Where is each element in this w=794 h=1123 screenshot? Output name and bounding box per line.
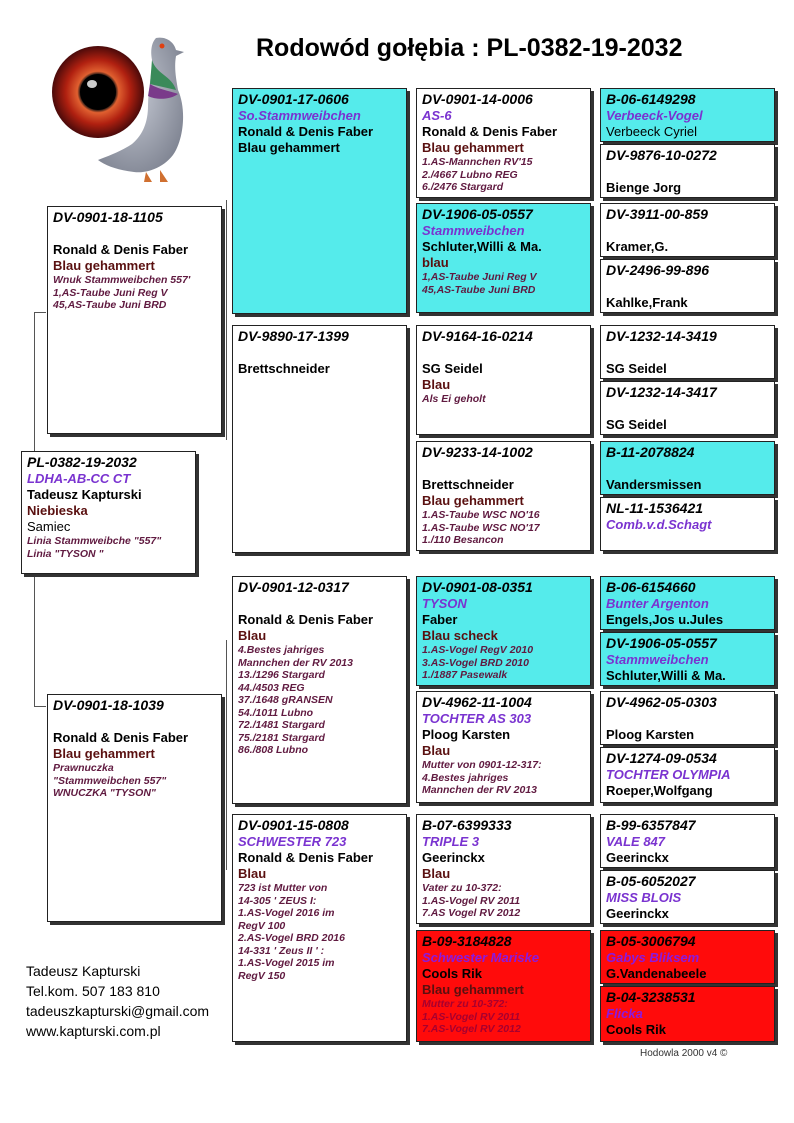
ggp-mff-box <box>416 576 591 686</box>
gggp-owner: Roeper,Wolfgang <box>606 783 713 798</box>
ggp-owner: Faber <box>422 612 458 627</box>
bracket-line <box>226 640 227 870</box>
gggp-box <box>600 441 775 495</box>
ggp-color: blau <box>422 255 449 270</box>
gggp-ring: DV-1232-14-3417 <box>606 384 717 400</box>
ggp-owner: SG Seidel <box>422 361 483 376</box>
mother-color: Blau gehammert <box>53 746 155 761</box>
father-note: 45,AS-Taube Juni BRD <box>53 299 167 311</box>
gggp-owner: Cools Rik <box>606 1022 666 1037</box>
ggp-note: Mutter zu 10-372: <box>422 998 508 1010</box>
grandparent-note: 2.AS-Vogel BRD 2016 <box>238 932 345 944</box>
ggp-name: Schwester Mariske <box>422 950 540 965</box>
subject-owner: Tadeusz Kapturski <box>27 487 142 502</box>
ggp-mmm-box <box>416 930 591 1042</box>
mother-box <box>47 694 222 922</box>
ggp-owner: Schluter,Willi & Ma. <box>422 239 542 254</box>
gggp-box <box>600 691 775 745</box>
grandparent-note: Mannchen der RV 2013 <box>238 656 353 669</box>
gggp-box <box>600 497 775 551</box>
ggp-ring: DV-1906-05-0557 <box>422 206 533 222</box>
grandparent-owner: Brettschneider <box>238 361 330 376</box>
gggp-name: Flicka <box>606 1006 643 1021</box>
page-title: Rodowód gołębia : PL-0382-19-2032 <box>256 34 683 62</box>
grandparent-ring: DV-0901-15-0808 <box>238 817 349 833</box>
grandparent-ring: DV-0901-12-0317 <box>238 579 349 595</box>
subject-box <box>21 451 196 574</box>
ggp-color: Blau gehammert <box>422 140 524 155</box>
gggp-ring: NL-11-1536421 <box>606 500 704 516</box>
bracket-line <box>34 312 46 313</box>
mother-note: WNUCZKA "TYSON" <box>53 787 156 799</box>
gggp-box <box>600 747 775 803</box>
grandparent-note: 72./1481 Stargard <box>238 719 325 731</box>
gggp-ring: B-06-6154660 <box>606 579 696 595</box>
ggp-name: TOCHTER AS 303 <box>422 711 532 726</box>
gggp-name: Stammweibchen <box>606 652 709 667</box>
gggp-name: Verbeeck-Vogel <box>606 108 703 123</box>
gggp-ring: B-11-2078824 <box>606 444 695 460</box>
mother-ring: DV-0901-18-1039 <box>53 697 164 713</box>
bracket-line <box>34 706 46 707</box>
gggp-box <box>600 576 775 630</box>
gggp-owner: SG Seidel <box>606 361 667 376</box>
ggp-note: 1.AS-Taube WSC NO'16 <box>422 509 540 521</box>
ggp-color: Blau <box>422 866 451 881</box>
grandparent-ring: DV-9890-17-1399 <box>238 328 349 344</box>
gggp-ring: DV-3911-00-859 <box>606 206 708 222</box>
gggp-name: Comb.v.d.Schagt <box>606 517 712 532</box>
ggp-fff-box <box>416 88 591 198</box>
gggp-owner: Schluter,Willi & Ma. <box>606 668 726 683</box>
ggp-color: Blau gehammert <box>422 982 524 997</box>
ggp-note: 1./110 Besancon <box>422 534 504 546</box>
ggp-ring: DV-0901-14-0006 <box>422 91 533 107</box>
gggp-box <box>600 203 775 257</box>
pigeon-with-eye-icon <box>48 34 198 186</box>
gggp-box <box>600 325 775 379</box>
gggp-owner: Ploog Karsten <box>606 727 695 742</box>
gggp-owner: Verbeeck Cyriel <box>606 124 698 139</box>
subject-name: LDHA-AB-CC CT <box>27 471 131 486</box>
ggp-name: Stammweibchen <box>422 223 525 238</box>
grandparent-mf-box <box>232 576 407 804</box>
ggp-note: 1.AS-Taube WSC NO'17 <box>422 521 540 534</box>
ggp-color: Blau <box>422 377 451 392</box>
ggp-note: 7.AS Vogel RV 2012 <box>422 907 521 919</box>
ggp-name: TYSON <box>422 596 467 611</box>
gggp-box <box>600 144 775 198</box>
gggp-owner: Engels,Jos u.Jules <box>606 612 724 627</box>
ggp-note: Vater zu 10-372: <box>422 882 502 894</box>
ggp-note: 2./4667 Lubno REG <box>422 168 518 181</box>
ggp-ring: B-07-6399333 <box>422 817 512 833</box>
ggp-fmf-box <box>416 325 591 435</box>
grandparent-note: 1.AS-Vogel 2016 im <box>238 907 335 919</box>
ggp-ffm-box <box>416 203 591 313</box>
ggp-note: 1.AS-Vogel RV 2011 <box>422 1010 521 1023</box>
gggp-ring: DV-4962-05-0303 <box>606 694 717 710</box>
gggp-box <box>600 930 775 984</box>
ggp-note: 1.AS-Vogel RegV 2010 <box>422 644 534 656</box>
software-credit: Hodowla 2000 v4 © <box>640 1048 728 1059</box>
ggp-note: Mutter von 0901-12-317: <box>422 759 542 771</box>
ggp-note: 1.AS-Vogel RV 2011 <box>422 894 521 907</box>
ggp-color: Blau scheck <box>422 628 498 643</box>
gggp-owner: Geerinckx <box>606 906 669 921</box>
ggp-note: 1.AS-Mannchen RV'15 <box>422 156 533 168</box>
ggp-owner: Brettschneider <box>422 477 514 492</box>
gggp-owner: Kramer,G. <box>606 239 669 254</box>
father-owner: Ronald & Denis Faber <box>53 242 189 257</box>
gggp-name: VALE 847 <box>606 834 666 849</box>
gggp-ring: DV-9876-10-0272 <box>606 147 717 163</box>
gggp-owner: Vandersmissen <box>606 477 702 492</box>
grandparent-owner: Ronald & Denis Faber <box>238 124 374 139</box>
mother-note: "Stammweibchen 557" <box>53 774 167 787</box>
bracket-line <box>226 200 227 440</box>
subject-note: Linia Stammweibche "557" <box>27 535 162 547</box>
breeder-phone: Tel.kom. 507 183 810 <box>26 983 160 999</box>
gggp-name: Bunter Argenton <box>606 596 709 611</box>
gggp-owner: SG Seidel <box>606 417 667 432</box>
ggp-fmm-box <box>416 441 591 551</box>
gggp-ring: DV-1906-05-0557 <box>606 635 717 651</box>
ggp-mfm-box <box>416 691 591 803</box>
gggp-name: TOCHTER OLYMPIA <box>606 767 731 782</box>
ggp-ring: DV-9233-14-1002 <box>422 444 533 460</box>
grandparent-note: RegV 100 <box>238 919 286 932</box>
grandparent-note: 14-305 ' ZEUS I: <box>238 894 317 907</box>
subject-color: Niebieska <box>27 503 88 518</box>
ggp-mmf-box <box>416 814 591 924</box>
grandparent-note: 75./2181 Stargard <box>238 731 325 744</box>
grandparent-owner: Ronald & Denis Faber <box>238 850 374 865</box>
breeder-email[interactable]: tadeuszkapturski@gmail.com <box>26 1003 210 1019</box>
grandparent-color: Blau gehammert <box>238 140 340 155</box>
ggp-ring: DV-0901-08-0351 <box>422 579 533 595</box>
gggp-box <box>600 88 775 142</box>
grandparent-name: So.Stammweibchen <box>238 108 361 123</box>
ggp-note: 4.Bestes jahriges <box>422 771 509 784</box>
gggp-ring: B-06-6149298 <box>606 91 696 107</box>
gggp-box <box>600 259 775 313</box>
gggp-ring: DV-1232-14-3419 <box>606 328 717 344</box>
ggp-ring: DV-9164-16-0214 <box>422 328 533 344</box>
gggp-ring: B-99-6357847 <box>606 817 696 833</box>
grandparent-owner: Ronald & Denis Faber <box>238 612 374 627</box>
grandparent-note: 723 ist Mutter von <box>238 882 328 894</box>
mother-owner: Ronald & Denis Faber <box>53 730 189 745</box>
subject-note: Linia "TYSON " <box>27 547 104 560</box>
ggp-name: AS-6 <box>422 108 452 123</box>
gggp-box <box>600 381 775 435</box>
gggp-ring: B-05-3006794 <box>606 933 696 949</box>
grandparent-note: 44./4503 REG <box>238 681 305 694</box>
ggp-owner: Ploog Karsten <box>422 727 511 742</box>
grandparent-note: 13./1296 Stargard <box>238 669 325 681</box>
grandparent-note: RegV 150 <box>238 969 286 982</box>
gggp-owner: Geerinckx <box>606 850 669 865</box>
ggp-note: 3.AS-Vogel BRD 2010 <box>422 656 529 669</box>
gggp-ring: DV-1274-09-0534 <box>606 750 717 766</box>
father-color: Blau gehammert <box>53 258 155 273</box>
ggp-note: 1,AS-Taube Juni Reg V <box>422 271 537 283</box>
mother-note: Prawnuczka <box>53 762 114 774</box>
gggp-name: Gabys Bliksem <box>606 950 700 965</box>
ggp-note: 6./2476 Stargard <box>422 181 504 193</box>
grandparent-ff-box <box>232 88 407 314</box>
gggp-ring: B-04-3238531 <box>606 989 696 1005</box>
father-note: 1,AS-Taube Juni Reg V <box>53 286 168 299</box>
gggp-name: MISS BLOIS <box>606 890 682 905</box>
ggp-ring: B-09-3184828 <box>422 933 512 949</box>
gggp-ring: B-05-6052027 <box>606 873 696 889</box>
ggp-note: 7.AS-Vogel RV 2012 <box>422 1023 521 1035</box>
gggp-owner: Kahlke,Frank <box>606 295 688 310</box>
grandparent-ring: DV-0901-17-0606 <box>238 91 349 107</box>
ggp-note: Als Ei geholt <box>422 393 486 405</box>
grandparent-mm-box <box>232 814 407 1042</box>
breeder-contact <box>26 961 209 1041</box>
grandparent-note: 4.Bestes jahriges <box>238 644 325 656</box>
ggp-name: TRIPLE 3 <box>422 834 480 849</box>
ggp-note: Mannchen der RV 2013 <box>422 784 537 796</box>
grandparent-color: Blau <box>238 628 267 643</box>
subject-ring: PL-0382-19-2032 <box>27 454 137 470</box>
ggp-color: Blau <box>422 743 451 758</box>
grandparent-note: 86./808 Lubno <box>238 744 309 756</box>
grandparent-note: 37./1648 gRANSEN <box>238 694 333 706</box>
gggp-box <box>600 814 775 868</box>
subject-sex: Samiec <box>27 519 71 534</box>
grandparent-note: 1.AS-Vogel 2015 im <box>238 957 335 969</box>
ggp-note: 1./1887 Pasewalk <box>422 669 508 681</box>
ggp-note: 45,AS-Taube Juni BRD <box>422 283 536 296</box>
grandparent-note: 14-331 ' Zeus II ' : <box>238 944 325 957</box>
gggp-owner: Bienge Jorg <box>606 180 682 195</box>
father-box <box>47 206 222 434</box>
gggp-box <box>600 986 775 1042</box>
gggp-box <box>600 870 775 924</box>
ggp-owner: Ronald & Denis Faber <box>422 124 558 139</box>
father-note: Wnuk Stammweibchen 557' <box>53 274 191 286</box>
grandparent-name: SCHWESTER 723 <box>238 834 347 849</box>
grandparent-fm-box <box>232 325 407 553</box>
gggp-box <box>600 632 775 686</box>
father-ring: DV-0901-18-1105 <box>53 209 163 225</box>
grandparent-color: Blau <box>238 866 267 881</box>
grandparent-note: 54./1011 Lubno <box>238 706 314 719</box>
ggp-owner: Cools Rik <box>422 966 482 981</box>
ggp-owner: Geerinckx <box>422 850 485 865</box>
gggp-owner: G.Vandenabeele <box>606 966 707 981</box>
breeder-website[interactable]: www.kapturski.com.pl <box>26 1023 161 1039</box>
ggp-color: Blau gehammert <box>422 493 524 508</box>
ggp-ring: DV-4962-11-1004 <box>422 694 532 710</box>
breeder-name: Tadeusz Kapturski <box>26 963 141 979</box>
gggp-ring: DV-2496-99-896 <box>606 262 709 278</box>
